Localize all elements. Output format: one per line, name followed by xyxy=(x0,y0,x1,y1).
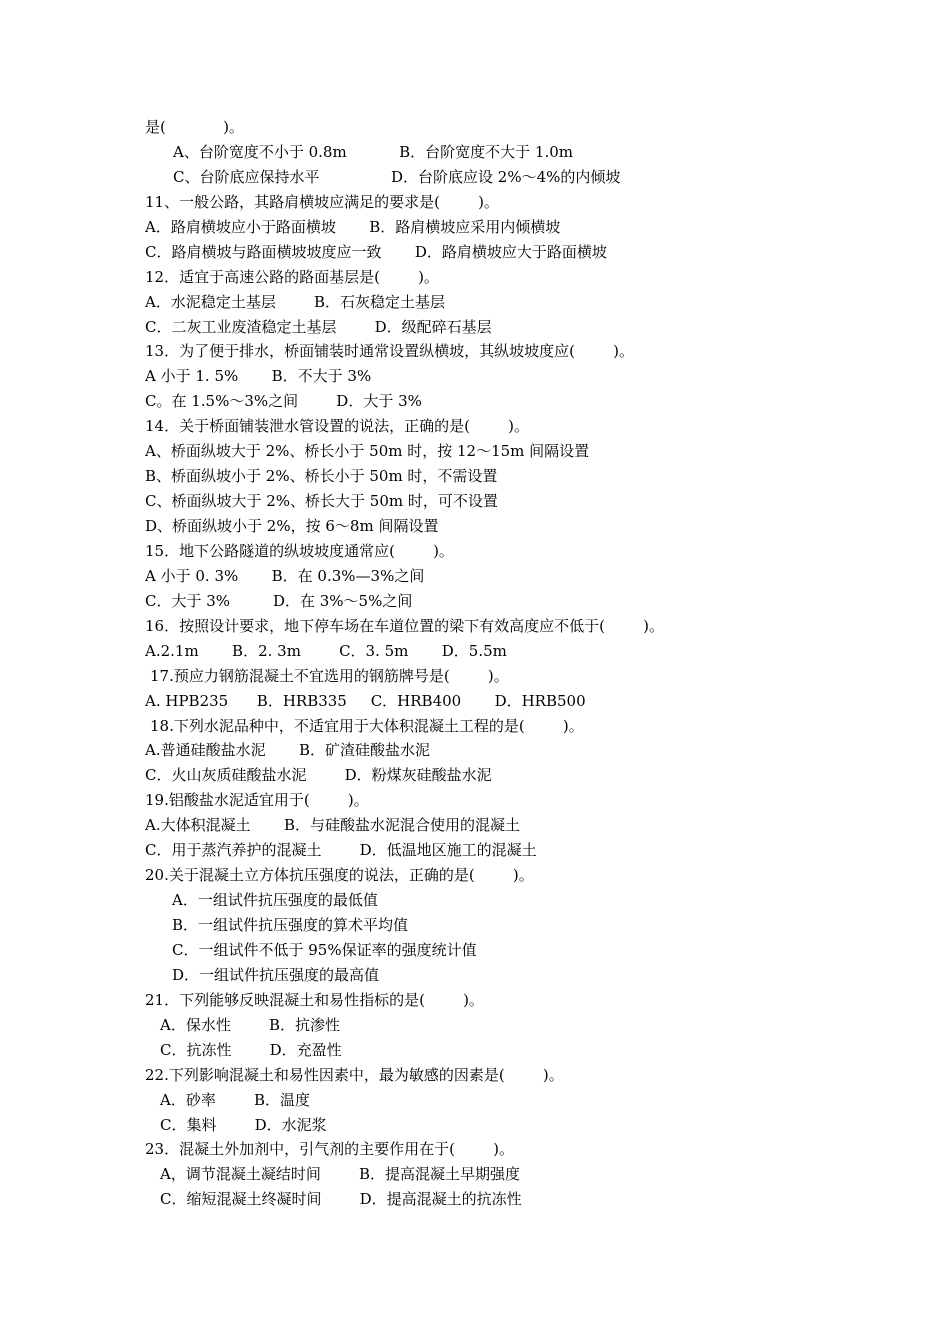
text-line: C．火山灰质硅酸盐水泥 D．粉煤灰硅酸盐水泥 xyxy=(145,766,492,785)
text-line: 20.关于混凝土立方体抗压强度的说法，正确的是( )。 xyxy=(145,866,534,885)
text-line: A、台阶宽度不小于 0.8m B．台阶宽度不大于 1.0m xyxy=(173,142,573,161)
text-line: C．大于 3% D．在 3%～5%之间 xyxy=(145,591,413,610)
text-line: A．保水性 B．抗渗性 xyxy=(160,1015,341,1034)
text-line: 14．关于桥面铺装泄水管设置的说法，正确的是( )。 xyxy=(145,417,529,436)
text-line: C．路肩横坡与路面横坡坡度应一致 D．路肩横坡应大于路面横坡 xyxy=(145,242,607,261)
text-line: C．一组试件不低于 95%保证率的强度统计值 xyxy=(172,940,477,959)
text-line: A.大体积混凝土 B．与硅酸盐水泥混合使用的混凝土 xyxy=(145,816,521,835)
text-line: 23．混凝土外加剂中，引气剂的主要作用在于( )。 xyxy=(145,1140,514,1159)
text-line: A，调节混凝土凝结时间 B．提高混凝土早期强度 xyxy=(160,1165,521,1184)
text-line: A．一组试件抗压强度的最低值 xyxy=(172,891,378,910)
text-line: 13．为了便于排水，桥面铺装时通常设置纵横坡，其纵坡坡度应( )。 xyxy=(145,342,634,361)
text-line: A 小于 1. 5% B．不大于 3% xyxy=(145,367,372,386)
text-line: C．集料 D．水泥浆 xyxy=(160,1115,327,1134)
text-line: A 小于 0. 3% B．在 0.3%—3%之间 xyxy=(145,566,425,585)
text-line: 18.下列水泥品种中，不适宜用于大体积混凝土工程的是( )。 xyxy=(150,716,584,735)
text-line: C．缩短混凝土终凝时间 D．提高混凝土的抗冻性 xyxy=(160,1190,522,1209)
text-line: C．抗冻性 D．充盈性 xyxy=(160,1040,342,1059)
text-line: B．一组试件抗压强度的算术平均值 xyxy=(172,916,409,934)
text-line: C．用于蒸汽养护的混凝土 D．低温地区施工的混凝土 xyxy=(145,841,537,860)
text-line: 15．地下公路隧道的纵坡坡度通常应( )。 xyxy=(145,541,454,560)
text-line: C。在 1.5%～3%之间 D．大于 3% xyxy=(145,392,422,411)
text-line: A、桥面纵坡大于 2%、桥长小于 50m 时，按 12～15m 间隔设置 xyxy=(145,442,590,461)
text-line: 19.铝酸盐水泥适宜用于( )。 xyxy=(145,791,369,810)
text-line: 11、一般公路，其路肩横坡应满足的要求是( )。 xyxy=(145,192,499,211)
text-line: 21．下列能够反映混凝土和易性指标的是( )。 xyxy=(145,990,484,1009)
text-line: 是( )。 xyxy=(145,118,244,136)
text-line: 12．适宜于高速公路的路面基层是( )。 xyxy=(145,267,439,286)
text-line: B、桥面纵坡小于 2%、桥长小于 50m 时，不需设置 xyxy=(145,467,498,486)
text-line: C．二灰工业废渣稳定土基层 D．级配碎石基层 xyxy=(145,317,492,336)
text-line: A．路肩横坡应小于路面横坡 B．路肩横坡应采用内倾横坡 xyxy=(145,217,561,236)
text-line: A.普通硅酸盐水泥 B．矿渣硅酸盐水泥 xyxy=(145,741,431,760)
document-text xyxy=(145,115,865,1212)
text-line: 16．按照设计要求，地下停车场在车道位置的梁下有效高度应不低于( )。 xyxy=(145,616,664,635)
text-line: D、桥面纵坡小于 2%，按 6～8m 间隔设置 xyxy=(145,517,439,535)
text-line: D．一组试件抗压强度的最高值 xyxy=(172,965,380,984)
text-line: A．砂率 B．温度 xyxy=(160,1090,311,1109)
text-line: A．水泥稳定土基层 B．石灰稳定土基层 xyxy=(145,292,446,311)
text-line: A. HPB235 B．HRB335 C．HRB400 D．HRB500 xyxy=(145,691,586,710)
text-line: C、桥面纵坡大于 2%、桥长大于 50m 时，可不设置 xyxy=(145,492,498,511)
text-line: C、台阶底应保持水平 D．台阶底应设 2%～4%的内倾坡 xyxy=(173,167,621,186)
text-line: A.2.1m B．2. 3m C．3. 5m D．5.5m xyxy=(145,641,507,660)
text-line: 17.预应力钢筋混凝土不宜选用的钢筋牌号是( )。 xyxy=(150,666,509,685)
text-line: 22.下列影响混凝土和易性因素中，最为敏感的因素是( )。 xyxy=(145,1065,564,1084)
